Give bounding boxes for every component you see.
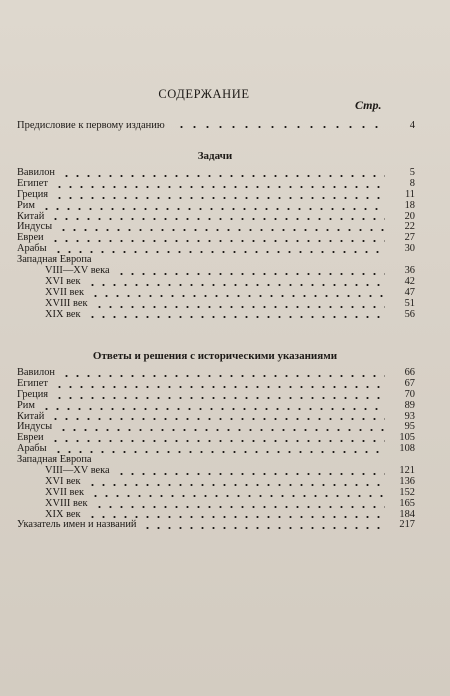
toc-entry-label: Рим (17, 399, 35, 411)
toc-entry (17, 190, 415, 201)
toc-entry (17, 401, 415, 412)
dot-leader (50, 240, 385, 242)
dot-leader (54, 197, 385, 199)
dot-leader (41, 208, 385, 210)
toc-entry-label: XVII век (45, 486, 85, 498)
dot-leader (90, 295, 385, 297)
toc-entry-page: 22 (404, 221, 415, 233)
toc-entry-page: 93 (404, 410, 415, 422)
toc-entry-label: VIII—XV века (45, 465, 110, 476)
toc-entry-page: 20 (404, 210, 415, 222)
toc-entry-page: 108 (399, 443, 415, 455)
toc-entry-label: Арабы (17, 443, 47, 455)
toc-entry-page: 95 (404, 421, 415, 433)
dot-leader (87, 516, 385, 518)
toc-list-problems (17, 168, 415, 320)
toc-entry-label: Вавилон (17, 366, 55, 378)
toc-entry-page: 217 (399, 519, 415, 531)
toc-entry-label: Евреи (17, 432, 44, 444)
toc-entry (17, 390, 415, 401)
dot-leader (94, 306, 386, 308)
toc-entry (17, 379, 415, 390)
toc-entry (17, 233, 415, 244)
toc-entry (17, 433, 415, 444)
toc-intro-row (17, 120, 415, 131)
toc-entry-label: Индусы (17, 221, 53, 233)
toc-entry-page: 67 (404, 377, 415, 389)
toc-entry-page: 184 (399, 508, 415, 520)
dot-leader (87, 284, 385, 286)
toc-entry-label: Китай (17, 410, 45, 422)
toc-intro-page: 4 (409, 120, 415, 131)
toc-entry-page: 8 (409, 177, 415, 189)
toc-entry-page: 5 (409, 166, 415, 178)
toc-entry (17, 222, 415, 233)
dot-leader (87, 484, 385, 486)
toc-entry (17, 212, 415, 223)
toc-entry-page: 36 (404, 265, 415, 276)
toc-entry-page: 121 (399, 465, 415, 476)
toc-entry-label: XIX век (45, 508, 81, 520)
toc-entry (17, 179, 415, 190)
toc-entry-page: 70 (404, 388, 415, 400)
toc-entry-page: 66 (404, 366, 415, 378)
toc-entry-label: Арабы (17, 243, 47, 255)
section-heading-answers: Ответы и решения с историческими указаниями (92, 350, 338, 362)
toc-entry-page: 89 (404, 399, 415, 411)
toc-entry-page: 105 (399, 432, 415, 444)
dot-leader (142, 527, 385, 529)
toc-entry-label: Западная Европа (17, 254, 92, 266)
dot-leader (58, 229, 385, 231)
dot-leader (54, 386, 385, 388)
toc-entry-label: XVIII век (45, 497, 88, 509)
toc-entry-label: Египет (17, 377, 48, 389)
toc-entry-label: Рим (17, 199, 35, 211)
toc-entry (17, 422, 415, 433)
dot-leader (116, 473, 385, 475)
dot-leader (50, 218, 385, 220)
dot-leader (87, 316, 385, 318)
dot-leader (61, 175, 385, 177)
toc-entry-label: VIII—XV века (45, 265, 110, 276)
toc-entry-label: Китай (17, 210, 45, 222)
toc-entry-label: XVII век (45, 286, 85, 298)
dot-leader (41, 408, 385, 410)
toc-entry-page: 18 (404, 199, 415, 211)
toc-entry-label: XVI век (45, 475, 81, 487)
dot-leader (94, 506, 386, 508)
toc-entry-label: Вавилон (17, 166, 55, 178)
dot-leader (50, 440, 385, 442)
toc-intro-label: Предисловие к первому изданию (17, 120, 165, 131)
dot-leader (50, 418, 385, 420)
toc-entry-page: 11 (404, 188, 415, 200)
toc-entry-page: 47 (404, 286, 415, 298)
toc-entry (17, 499, 415, 510)
toc-entry (17, 412, 415, 423)
toc-entry (17, 168, 415, 179)
toc-entry-page: 152 (399, 486, 415, 498)
toc-entry (17, 299, 415, 310)
dot-leader (54, 397, 385, 399)
dot-leader (90, 495, 385, 497)
dot-leader (54, 186, 385, 188)
toc-entry (17, 310, 415, 321)
toc-entry-label: Греция (17, 188, 49, 200)
toc-entry-label: XVI век (45, 275, 81, 287)
toc-entry-label: Египет (17, 177, 48, 189)
toc-entry (17, 368, 415, 379)
dot-leader (53, 451, 385, 453)
dot-leader (53, 251, 385, 253)
toc-entry (17, 520, 415, 531)
toc-entry-page: 42 (404, 275, 415, 287)
toc-entry-label: Западная Европа (17, 454, 92, 466)
dot-leader (116, 273, 385, 275)
toc-entry-label: XIX век (45, 308, 81, 320)
toc-list-answers (17, 368, 415, 531)
toc-entry-page: 30 (404, 243, 415, 255)
toc-entry-page: 51 (404, 297, 415, 309)
toc-entry-label: Евреи (17, 232, 44, 244)
toc-entry-label: Индусы (17, 421, 53, 433)
section-heading-problems: Задачи (197, 150, 233, 162)
toc-entry-label: Греция (17, 388, 49, 400)
toc-entry-page: 56 (404, 308, 415, 320)
toc-entry-page: 136 (399, 475, 415, 487)
dot-leader (175, 126, 379, 128)
toc-entry-page: 165 (399, 497, 415, 509)
toc-entry-label: Указатель имен и названий (17, 519, 137, 531)
toc-entry-page: 27 (404, 232, 415, 244)
toc-entry-label: XVIII век (45, 297, 88, 309)
dot-leader (58, 429, 385, 431)
toc-entry (17, 201, 415, 212)
dot-leader (61, 375, 385, 377)
page-title: СОДЕРЖАНИЕ (158, 87, 250, 101)
page-column-header: Стр. (355, 98, 382, 112)
